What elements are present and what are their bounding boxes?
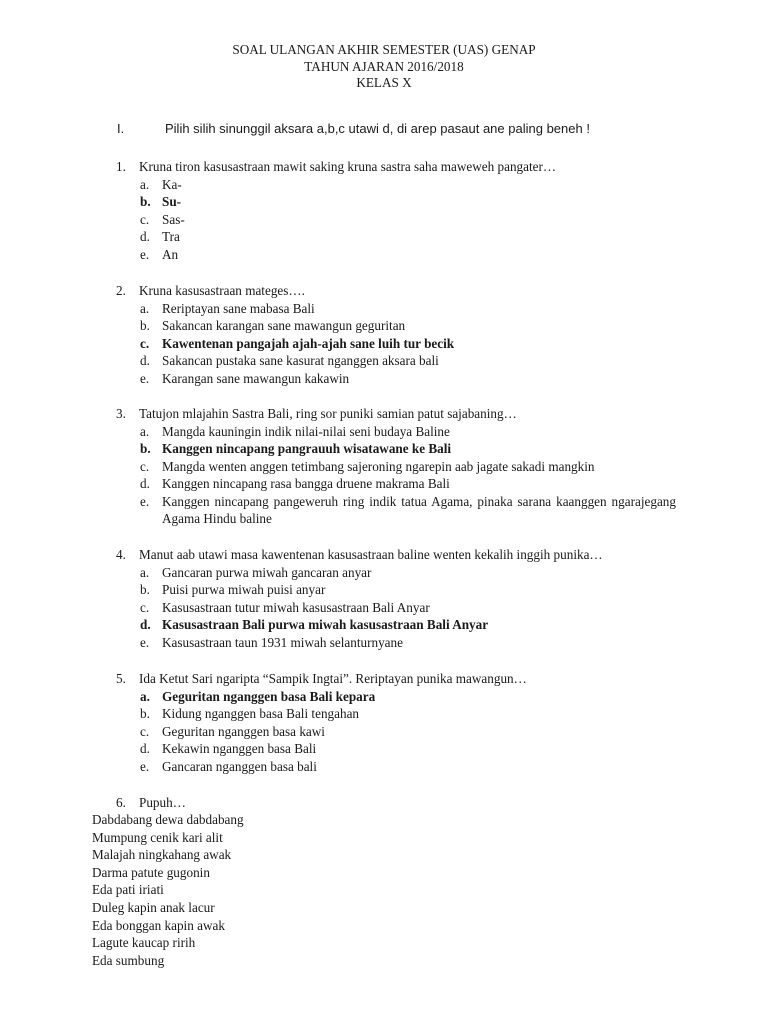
option-c: [116, 458, 676, 476]
option-letter: b.: [140, 582, 150, 597]
option-text: Kawentenan pangajah ajah-ajah sane luih tur becik: [162, 335, 455, 351]
option-text: Kasusastraan taun 1931 miwah selanturnyane: [162, 634, 403, 650]
question-text: Ida Ketut Sari ngaripta “Sampik Ingtai”. Reriptayan punika mawangun…: [139, 671, 527, 686]
poem-block: [92, 811, 244, 969]
option-text: Kekawin nganggen basa Bali: [162, 741, 317, 756]
option-letter: d.: [140, 741, 150, 756]
option-e: [116, 758, 676, 776]
option-text: Sakancan karangan sane mawangun geguritan: [162, 318, 406, 333]
option-text: Puisi purwa miwah puisi anyar: [162, 582, 326, 597]
option-b: [116, 440, 676, 458]
option-letter: c.: [140, 458, 150, 474]
option-d: [116, 616, 676, 634]
section-instruction: [117, 121, 590, 136]
option-c: [116, 723, 676, 741]
option-text: Su-: [162, 194, 182, 209]
option-letter: c.: [140, 599, 150, 615]
poem-line: Duleg kapin anak lacur: [92, 899, 215, 915]
question-stem: [116, 405, 676, 423]
header-class: KELAS X: [356, 75, 412, 90]
option-e: [116, 246, 676, 264]
poem-line: Malajah ningkahang awak: [92, 847, 232, 863]
option-letter: d.: [140, 617, 151, 632]
question-number: 5.: [116, 671, 126, 686]
option-letter: c.: [140, 723, 150, 739]
poem-line: Eda sumbung: [92, 952, 165, 968]
option-e: [116, 634, 676, 652]
option-a: [116, 176, 676, 194]
question-text: Pupuh…: [139, 795, 186, 810]
option-letter: a.: [140, 564, 150, 580]
poem-line: Lagute kaucap ririh: [92, 935, 196, 951]
option-letter: e.: [140, 246, 150, 262]
option-letter: b.: [140, 318, 150, 333]
option-text: Geguritan nganggen basa Bali kepara: [162, 688, 376, 704]
options-list: [116, 176, 676, 264]
option-letter: a.: [140, 300, 150, 316]
option-letter: b.: [140, 706, 150, 721]
option-d: [116, 228, 676, 246]
option-text: Ka-: [162, 176, 182, 192]
header-title: SOAL ULANGAN AKHIR SEMESTER (UAS) GENAP: [232, 42, 536, 57]
option-letter: e.: [140, 634, 150, 650]
option-d: [116, 475, 676, 493]
option-text: Kasusastraan tutur miwah kasusastraan Bali Anyar: [162, 599, 430, 615]
option-letter: c.: [140, 335, 150, 351]
option-letter: d.: [140, 353, 150, 368]
instruction-text: Pilih silih sinunggil aksara a,b,c utawi d, di arep pasaut ane paling beneh !: [165, 121, 590, 136]
question-stem: [116, 670, 676, 688]
option-a: [116, 564, 676, 582]
option-d: [116, 352, 676, 370]
poem-line: Darma patute gugonin: [92, 864, 210, 880]
question-5: [116, 670, 676, 775]
option-a: [116, 423, 676, 441]
option-d: [116, 740, 676, 758]
document-header: [0, 42, 768, 92]
option-text: Geguritan nganggen basa kawi: [162, 723, 325, 739]
option-b: [116, 581, 676, 599]
option-text: Kasusastraan Bali purwa miwah kasusastraan Bali Anyar: [162, 617, 489, 632]
question-number: 2.: [116, 283, 126, 298]
option-letter: d.: [140, 476, 150, 491]
option-text: Mangda wenten anggen tetimbang sajeroning ngarepin aab jagate sakadi mangkin: [162, 458, 595, 474]
option-text: Sakancan pustaka sane kasurat nganggen aksara bali: [162, 353, 439, 368]
question-4: [116, 546, 676, 651]
option-letter: a.: [140, 423, 150, 439]
question-text: Manut aab utawi masa kawentenan kasusastraan baline wenten kekalih inggih punika…: [139, 547, 603, 562]
option-text: Mangda kauningin indik nilai-nilai seni budaya Baline: [162, 423, 450, 439]
option-text: Kidung nganggen basa Bali tengahan: [162, 706, 360, 721]
option-c: [116, 599, 676, 617]
question-stem: [116, 158, 676, 176]
option-b: [116, 317, 676, 335]
option-e: [116, 370, 676, 388]
question-number: 4.: [116, 547, 126, 562]
option-a: [116, 688, 676, 706]
question-2: [116, 282, 676, 387]
options-list: [116, 423, 676, 528]
poem-line: Dabdabang dewa dabdabang: [92, 812, 244, 827]
option-letter: e.: [140, 758, 150, 774]
question-6: [116, 794, 676, 812]
section-numeral: I.: [117, 121, 125, 136]
question-3: [116, 405, 676, 528]
option-letter: c.: [140, 211, 150, 227]
option-c: [116, 211, 676, 229]
option-b: [116, 705, 676, 723]
question-stem: [116, 282, 676, 300]
question-text: Kruna kasusastraan mateges….: [139, 283, 305, 298]
question-text: Tatujon mlajahin Sastra Bali, ring sor puniki samian patut sajabaning…: [139, 406, 517, 421]
option-text: Gancaran nganggen basa bali: [162, 758, 317, 774]
header-year: TAHUN AJARAN 2016/2018: [304, 58, 464, 74]
option-text: Kanggen nincapang rasa bangga druene makrama Bali: [162, 476, 450, 491]
options-list: [116, 564, 676, 652]
option-letter: a.: [140, 176, 150, 192]
question-number: 3.: [116, 406, 126, 421]
question-1: [116, 158, 676, 263]
option-letter: e.: [140, 370, 150, 386]
question-text: Kruna tiron kasusastraan mawit saking kruna sastra saha maweweh pangater…: [139, 159, 557, 174]
option-b: [116, 193, 676, 211]
question-number: 6.: [116, 795, 126, 810]
option-text: Gancaran purwa miwah gancaran anyar: [162, 564, 372, 580]
option-e: [116, 493, 676, 528]
option-letter: e.: [140, 493, 150, 509]
poem-line: Mumpung cenik kari alit: [92, 829, 223, 845]
option-letter: d.: [140, 229, 150, 244]
option-c: [116, 335, 676, 353]
poem-line: Eda pati iriati: [92, 882, 164, 898]
option-letter: b.: [140, 194, 151, 209]
poem-line: Eda bonggan kapin awak: [92, 917, 225, 933]
options-list: [116, 300, 676, 388]
option-text: Kanggen nincapang pangeweruh ring indik tatua Agama, pinaka sarana kaanggen ngarajegang Agama Hindu baline: [162, 493, 676, 526]
option-text: An: [162, 246, 179, 262]
option-text: Tra: [162, 229, 180, 244]
question-stem: [116, 794, 676, 812]
question-number: 1.: [116, 159, 126, 174]
option-letter: a.: [140, 688, 150, 704]
option-text: Sas-: [162, 211, 185, 227]
option-text: Kanggen nincapang pangrauuh wisatawane ke Bali: [162, 441, 452, 456]
options-list: [116, 688, 676, 776]
option-text: Karangan sane mawangun kakawin: [162, 370, 350, 386]
option-letter: b.: [140, 441, 151, 456]
option-text: Reriptayan sane mabasa Bali: [162, 300, 315, 316]
option-a: [116, 300, 676, 318]
question-stem: [116, 546, 676, 564]
